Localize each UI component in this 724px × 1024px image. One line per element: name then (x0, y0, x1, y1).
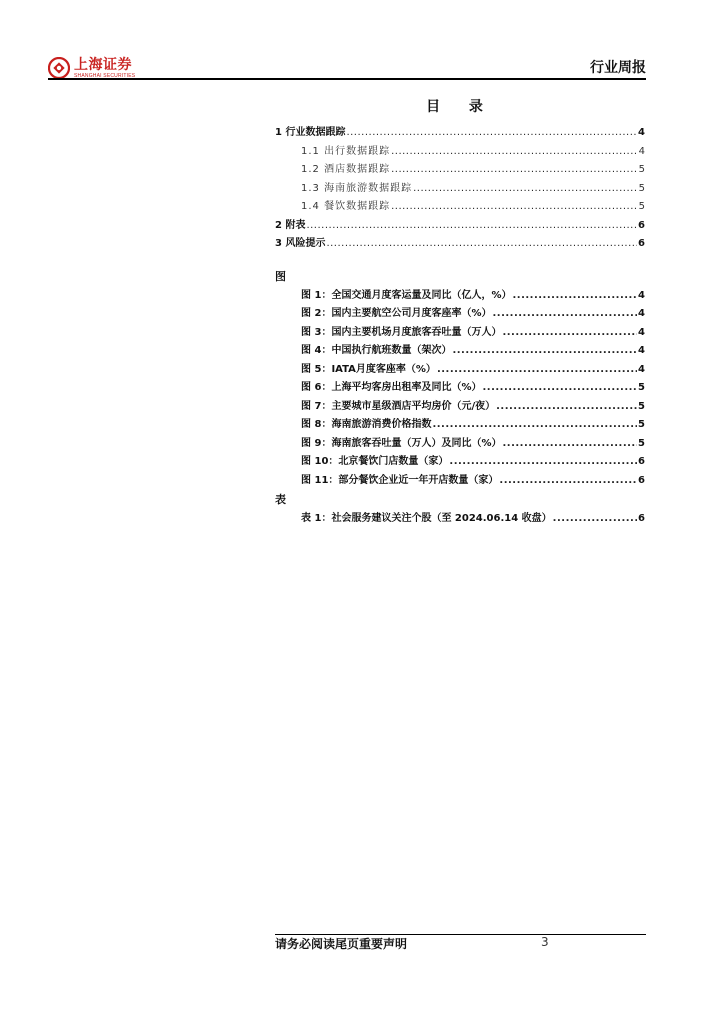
leader-dots (482, 379, 637, 398)
header-divider (48, 78, 646, 80)
leader-dots (391, 161, 638, 180)
figure-entry-label: 图 6：上海平均客房出租率及同比（%） (301, 382, 482, 393)
leader-dots (449, 453, 637, 472)
figure-entry-label: 图 10：北京餐饮门店数量（家） (301, 456, 449, 467)
figures-heading: 图 (275, 269, 286, 283)
toc-entry[interactable] (275, 161, 645, 180)
toc-entry-label: 1 行业数据跟踪 (275, 127, 346, 138)
figure-entry[interactable] (275, 324, 645, 343)
figure-entry[interactable] (275, 472, 645, 491)
toc-entry-label: 1.3 海南旅游数据跟踪 (301, 182, 413, 194)
figure-entry-label: 图 2：国内主要航空公司月度客座率（%） (301, 308, 492, 319)
figure-entry[interactable] (275, 287, 645, 306)
figure-entry-label: 图 5：IATA月度客座率（%） (301, 363, 436, 375)
toc-entry-label: 1.2 酒店数据跟踪 (301, 164, 391, 175)
figure-entry-page: 4 (638, 363, 645, 375)
leader-dots (326, 235, 637, 254)
page-header (48, 50, 646, 80)
table-entry-label: 表 1：社会服务建议关注个股（至 2024.06.14 收盘） (301, 513, 552, 524)
report-type: 行业周报 (590, 60, 646, 76)
logo-text-cn: 上海证券 (74, 56, 132, 73)
leader-dots (502, 435, 637, 454)
figure-entry-label: 图 9：海南旅客吞吐量（万人）及同比（%） (301, 437, 502, 449)
leader-dots (492, 305, 637, 324)
leader-dots (391, 143, 638, 162)
figure-entry-page: 4 (638, 289, 645, 301)
table-of-contents (275, 124, 645, 529)
figure-entry[interactable] (275, 379, 645, 398)
toc-entry-label: 3 风险提示 (275, 238, 326, 249)
figure-entry-page: 4 (638, 308, 645, 319)
figure-entry-page: 5 (638, 419, 645, 430)
toc-entry[interactable] (275, 217, 645, 236)
figure-entry-label: 图 3：国内主要机场月度旅客吞吐量（万人） (301, 326, 502, 338)
toc-entry-page: 6 (638, 219, 645, 231)
figure-entry[interactable] (275, 361, 645, 380)
leader-dots (346, 124, 637, 143)
figure-entry-label: 图 1：全国交通月度客运量及同比（亿人，%） (301, 289, 512, 301)
table-entry-page: 6 (638, 513, 645, 524)
figure-entry-page: 6 (638, 474, 645, 486)
figure-entry-label: 图 11：部分餐饮企业近一年开店数量（家） (301, 474, 499, 486)
figure-entry-label: 图 8：海南旅游消费价格指数 (301, 419, 432, 430)
toc-entry[interactable] (275, 124, 645, 143)
leader-dots (452, 342, 637, 361)
figure-entry[interactable] (275, 435, 645, 454)
toc-entry[interactable] (275, 180, 645, 199)
figure-entry-label: 图 4：中国执行航班数量（架次） (301, 345, 452, 356)
figure-entry[interactable] (275, 453, 645, 472)
tables-heading: 表 (275, 493, 286, 506)
leader-dots (437, 361, 637, 380)
leader-dots (413, 180, 638, 199)
leader-dots (496, 398, 637, 417)
toc-entry[interactable] (275, 235, 645, 254)
page-number: 3 (541, 935, 549, 949)
leader-dots (432, 416, 637, 435)
leader-dots (502, 324, 637, 343)
toc-entry[interactable] (275, 198, 645, 217)
figure-entry-page: 5 (638, 382, 645, 393)
figure-entry-label: 图 7：主要城市星级酒店平均房价（元/夜） (301, 400, 496, 412)
logo-emblem-icon (48, 57, 70, 79)
figure-entry-page: 5 (638, 437, 645, 449)
figure-entry-page: 5 (638, 400, 645, 412)
toc-entry-page: 4 (638, 145, 645, 157)
leader-dots (499, 472, 637, 491)
leader-dots (306, 217, 637, 236)
toc-entry-page: 5 (638, 201, 645, 212)
logo-text-en: SHANGHAI SECURITIES (74, 72, 136, 79)
figure-entry-page: 4 (638, 326, 645, 338)
table-entry[interactable] (275, 510, 645, 529)
toc-entry-label: 1.4 餐饮数据跟踪 (301, 201, 391, 212)
toc-entry[interactable] (275, 143, 645, 162)
figure-entry-page: 6 (638, 456, 645, 467)
disclaimer-note: 请务必阅读尾页重要声明 (275, 937, 408, 951)
leader-dots (553, 510, 637, 529)
toc-entry-label: 2 附表 (275, 219, 306, 231)
toc-entry-page: 6 (638, 238, 645, 249)
figure-entry[interactable] (275, 416, 645, 435)
toc-title: 目 录 (426, 99, 495, 115)
figure-entry-page: 4 (638, 345, 645, 356)
toc-entry-page: 4 (638, 127, 645, 138)
leader-dots (391, 198, 638, 217)
leader-dots (512, 287, 637, 306)
figure-entry[interactable] (275, 305, 645, 324)
toc-entry-page: 5 (638, 164, 645, 175)
figure-entry[interactable] (275, 342, 645, 361)
toc-entry-page: 5 (638, 182, 645, 194)
toc-entry-label: 1.1 出行数据跟踪 (301, 145, 391, 157)
figure-entry[interactable] (275, 398, 645, 417)
